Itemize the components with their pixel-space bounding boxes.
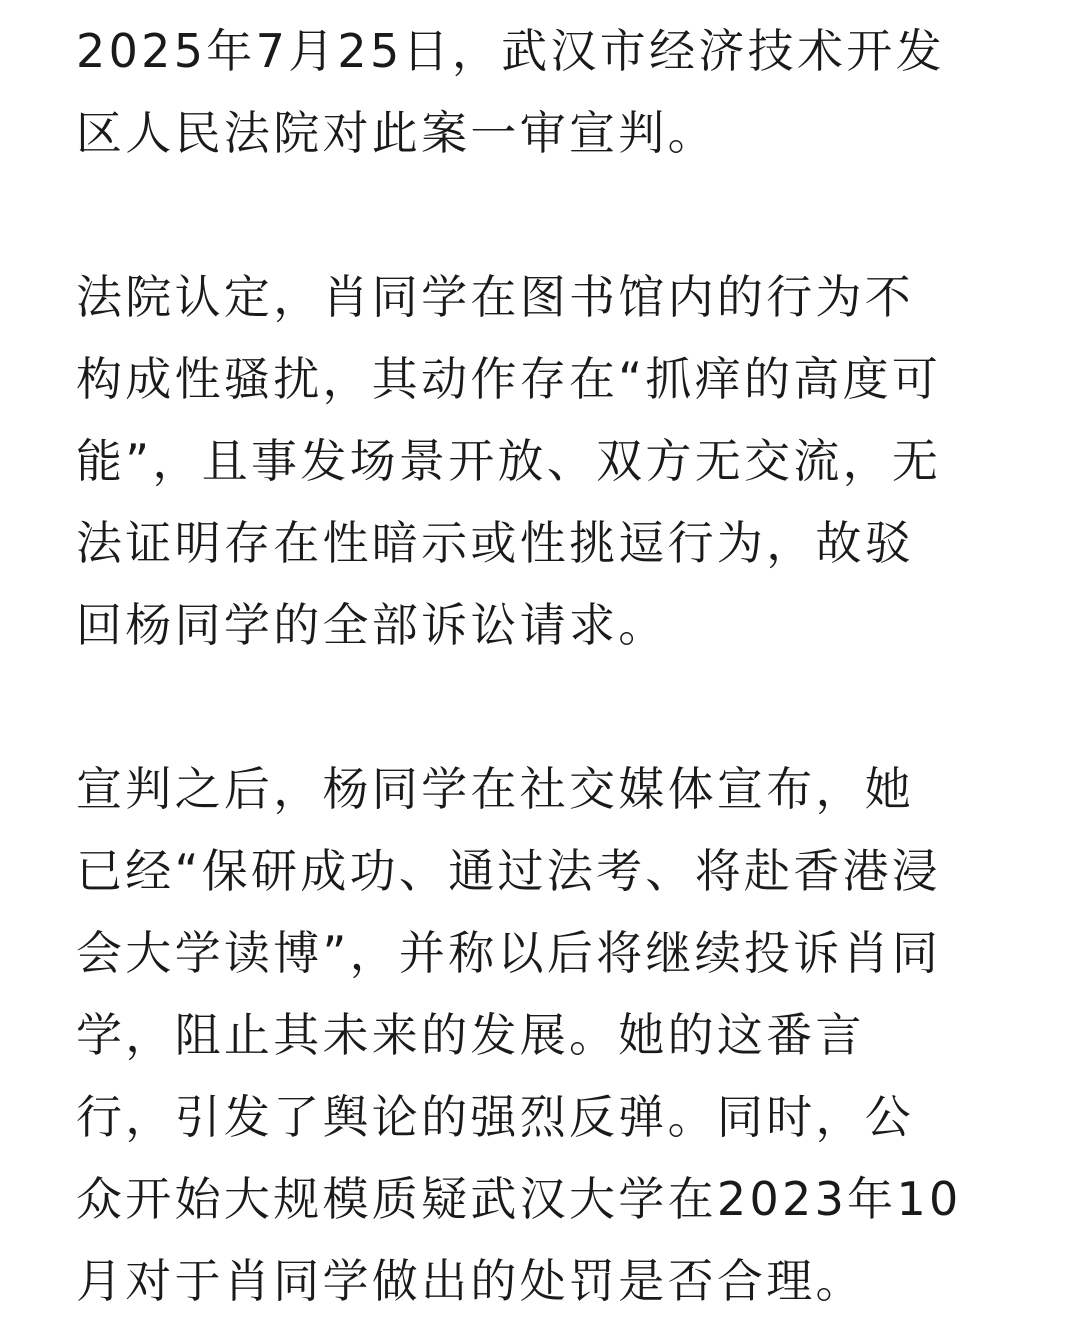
paragraph-verdict-date xyxy=(76,10,1006,174)
text-line: 会大学读博”，并称以后将继续投诉肖同 xyxy=(76,926,942,980)
text-line: 法证明存在性暗示或性挑逗行为，故驳 xyxy=(76,516,915,570)
text-line: 行，引发了舆论的强烈反弹。同时，公 xyxy=(76,1090,915,1144)
text-line: 已经“保研成功、通过法考、将赴香港浸 xyxy=(76,844,942,898)
text-line: 月对于肖同学做出的处罚是否合理。 xyxy=(76,1254,865,1308)
text-line: 众开始大规模质疑武汉大学在2023年10 xyxy=(76,1172,962,1226)
text-line: 构成性骚扰，其动作存在“抓痒的高度可 xyxy=(76,352,942,406)
paragraph-aftermath xyxy=(76,748,1006,1322)
paragraph-spacer xyxy=(76,666,1006,748)
text-line: 区人民法院对此案一审宣判。 xyxy=(76,106,717,160)
article-body xyxy=(76,10,1006,1322)
text-line: 法院认定，肖同学在图书馆内的行为不 xyxy=(76,270,915,324)
text-line: 学，阻止其未来的发展。她的这番言 xyxy=(76,1008,865,1062)
text-line: 回杨同学的全部诉讼请求。 xyxy=(76,598,668,652)
text-line: 能”，且事发场景开放、双方无交流，无 xyxy=(76,434,942,488)
text-line: 2025年7月25日，武汉市经济技术开发 xyxy=(76,24,945,78)
paragraph-spacer xyxy=(76,174,1006,256)
text-line: 宣判之后，杨同学在社交媒体宣布，她 xyxy=(76,762,915,816)
paragraph-court-ruling xyxy=(76,256,1006,666)
